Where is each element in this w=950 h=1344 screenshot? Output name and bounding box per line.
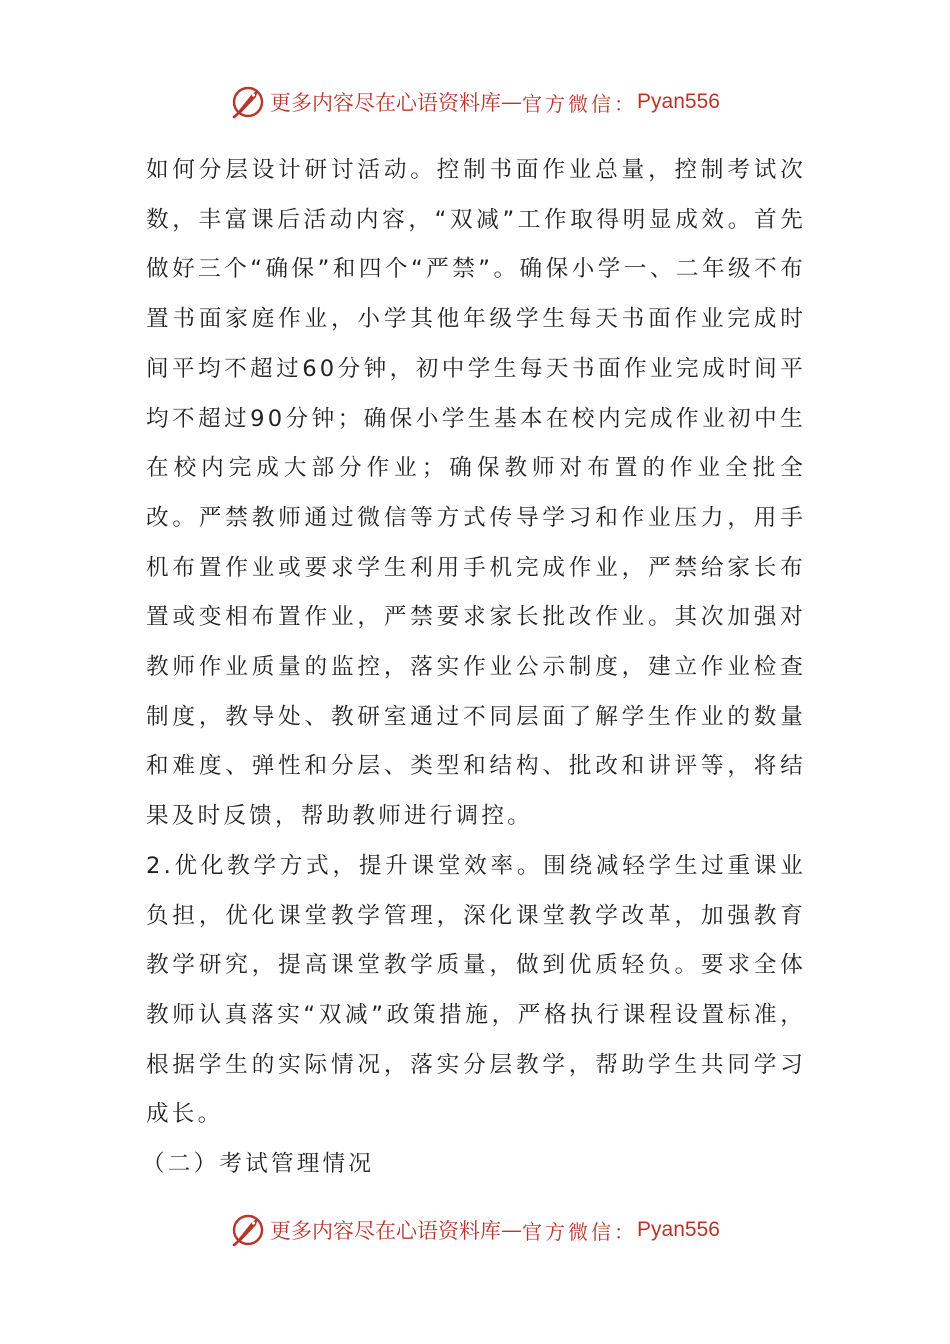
paragraph-1: 如何分层设计研讨活动。控制书面作业总量，控制考试次数，丰富课后活动内容，“双减”工作取得明显成效。首先做好三个“确保”和四个“严禁”。确保小学一、二年级不布置书面家庭作业，小学其他年级学生每天书面作业完成时间平均不超过60分钟，初中学生每天书面作业完成时间平均不超过90分钟；确保小学生基本在校内完成作业初中生在校内完成大部分作业；确保教师对布置的作业全批全改。严禁教师通过微信等方式传导学习和作业压力，用手机布置作业或要求学生利用手机完成作业，严禁给家长布置或变相布置作业，严禁要求家长批改作业。其次加强对教师作业质量的监控，落实作业公示制度，建立作业检查制度，教导处、教研室通过不同层面了解学生作业的数量和难度、弹性和分层、类型和结构、批改和讲评等，将结果及时反馈，帮助教师进行调控。 (146, 157, 806, 830)
footer-wechat-id: Pyan556 (637, 1218, 720, 1241)
document-body (142, 146, 806, 1190)
footer-site-text: 更多内容尽在心语资料库 (270, 1219, 502, 1243)
header-site-text: 更多内容尽在心语资料库 (270, 91, 502, 115)
header-official-text: 官方微信： (522, 91, 638, 116)
pen-nib-logo-icon (230, 1212, 266, 1248)
header-wechat-id: Pyan556 (637, 90, 720, 113)
pen-nib-logo-icon (230, 84, 266, 120)
header-banner (0, 82, 950, 122)
header-dash: — (501, 90, 523, 114)
footer-banner (0, 1210, 950, 1250)
footer-dash: — (501, 1218, 523, 1242)
paragraph-2: 2.优化教学方式，提升课堂效率。围绕减轻学生过重课业负担，优化课堂教学管理，深化课堂教学改革，加强教育教学研究，提高课堂教学质量，做到优质轻负。要求全体教师认真落实“双减”政策措施，严格执行课程设置标准，根据学生的实际情况，落实分层教学，帮助学生共同学习成长。 (146, 852, 806, 1128)
section-heading: （二）考试管理情况 (142, 1151, 375, 1178)
footer-official-text: 官方微信： (522, 1219, 638, 1244)
